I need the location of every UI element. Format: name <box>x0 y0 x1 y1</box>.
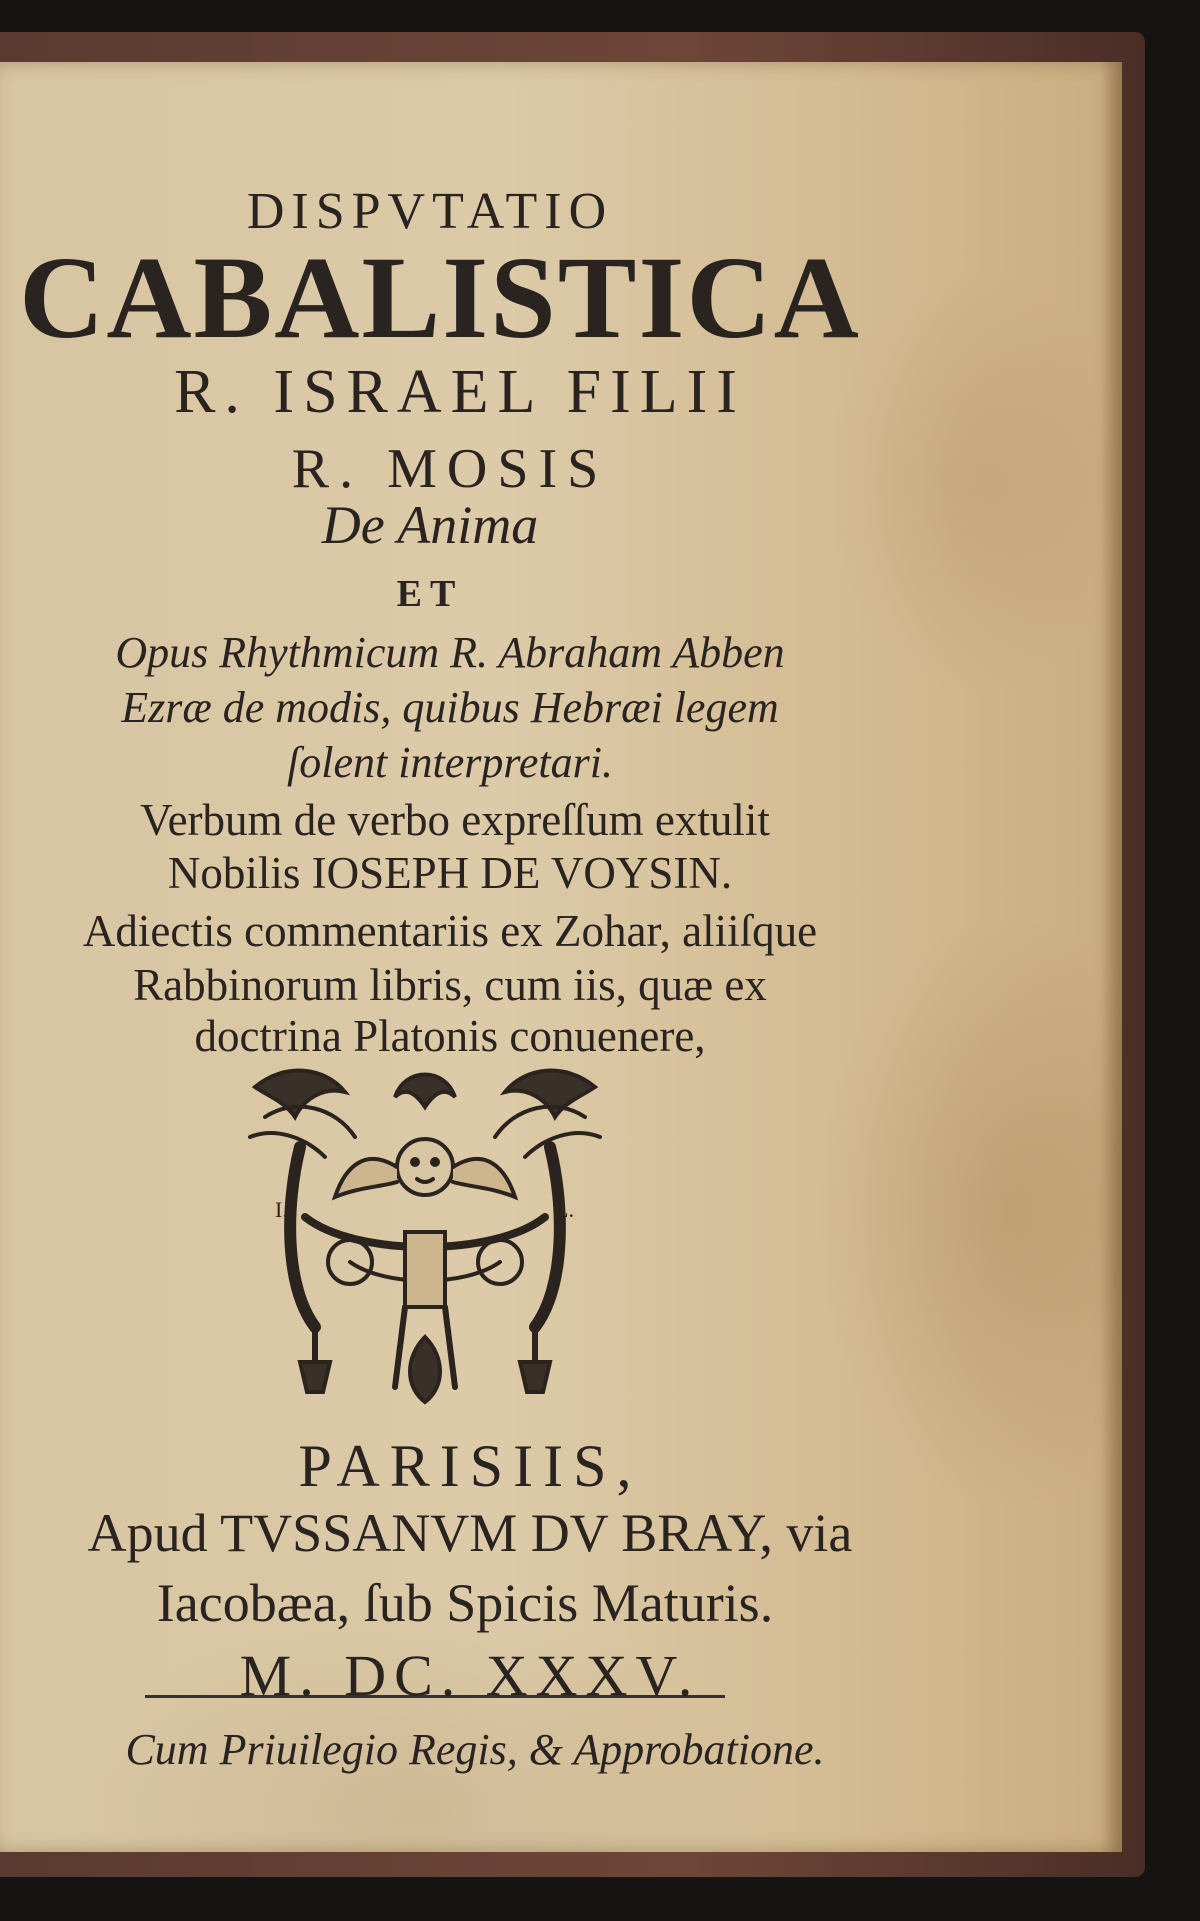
second-work-line-3: ſolent interpretari. <box>287 738 613 787</box>
commentary-line-3: doctrina Platonis conuenere, <box>194 1011 706 1061</box>
device-initial-right: L. <box>555 1197 574 1222</box>
imprint-place: PARISIIS, <box>298 1433 642 1499</box>
imprint-address: Iacobæa, ſub Spicis Maturis. <box>156 1573 774 1633</box>
privilege-line: Cum Priuilegio Regis, & Approbatione. <box>125 1725 825 1774</box>
imprint-printer: Apud TVSSANVM DV BRAY, via <box>87 1503 853 1563</box>
second-work-line-1: Opus Rhythmicum R. Abraham Abben <box>115 628 785 677</box>
translator-line-2: Nobilis IOSEPH DE VOYSIN. <box>167 848 733 898</box>
author-line-1: R. ISRAEL FILII <box>174 358 746 426</box>
author-line-2: R. MOSIS <box>291 438 609 500</box>
device-initial-left: I. <box>275 1197 288 1222</box>
title-line-2: CABALISTICA <box>19 232 861 363</box>
subject-line: De Anima <box>321 495 539 555</box>
imprint-year: M. DC. XXXV. <box>239 1643 701 1708</box>
second-work-line-2: Ezræ de modis, quibus Hebræi legem <box>121 683 779 732</box>
printer-device-woodcut <box>245 1057 605 1417</box>
commentary-line-1: Adiectis commentariis ex Zohar, aliiſque <box>82 906 818 956</box>
translator-line-1: Verbum de verbo expreſſum extulit <box>140 795 770 845</box>
conjunction-line: ET <box>396 573 464 615</box>
page-edge-shadow <box>1100 62 1122 1852</box>
title-page <box>0 62 1122 1852</box>
commentary-line-2: Rabbinorum libris, cum iis, quæ ex <box>133 960 767 1010</box>
title-line-1: DISPVTATIO <box>246 183 614 240</box>
